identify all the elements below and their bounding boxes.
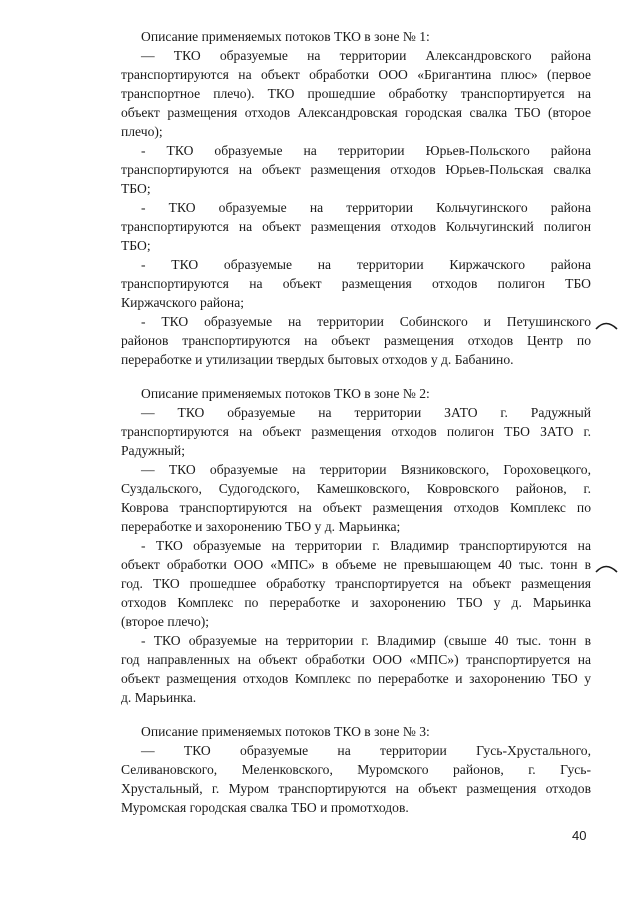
zone-3-heading: Описание применяемых потоков ТКО в зоне № 3:	[141, 724, 430, 739]
zone-1-line-9: - ТКО образуемые на территории Кольчугинского района	[141, 200, 591, 215]
zone-1-heading: Описание применяемых потоков ТКО в зоне № 1:	[141, 29, 430, 44]
zone-2-line-16: д. Марьинка.	[121, 690, 197, 705]
zone-2-line-15: объект размещения отходов Комплекс по переработке и захоронению ТБО у	[121, 671, 591, 686]
zone-2-line-2: транспортируются на объект размещения отходов полигон ТБО ЗАТО г.	[121, 424, 591, 439]
zone-2-line-14: год направленных на объект обработки ООО «МПС») транспортируется на	[121, 652, 591, 667]
zone-3-line-3: Хрустальный, г. Муром транспортируются на объект размещения отходов	[121, 781, 591, 796]
zone-3-line-4: Муромская городская свалка ТБО и промотходов.	[121, 800, 409, 815]
zone-1-line-1: — ТКО образуемые на территории Александровского района	[141, 48, 591, 63]
zone-3-line-1: — ТКО образуемые на территории Гусь-Хрустального,	[141, 743, 591, 758]
zone-1-line-12: - ТКО образуемые на территории Киржачского района	[141, 257, 591, 272]
zone-1-line-13: транспортируются на объект размещения отходов полигон ТБО	[121, 276, 591, 291]
zone-2-line-11: отходов Комплекс по переработке и захоронению ТБО у д. Марьинка	[121, 595, 591, 610]
zone-1-line-7: транспортируются на объект размещения отходов Юрьев-Польская свалка	[121, 162, 591, 177]
page-number: 40	[572, 828, 587, 843]
zone-1-line-8: ТБО;	[121, 181, 151, 196]
zone-1-line-15: - ТКО образуемые на территории Собинского и Петушинского	[141, 314, 591, 329]
zone-1-line-11: ТБО;	[121, 238, 151, 253]
zone-1-line-17: переработке и утилизации твердых бытовых отходов у д. Бабанино.	[121, 352, 514, 367]
zone-1-line-10: транспортируются на объект размещения отходов Кольчугинский полигон	[121, 219, 591, 234]
margin-arc-mark	[594, 318, 620, 332]
zone-2-line-3: Радужный;	[121, 443, 185, 458]
zone-1-line-14: Киржачского района;	[121, 295, 245, 310]
zone-2-line-5: Суздальского, Судогодского, Камешковского, Ковровского районов, г.	[121, 481, 591, 496]
zone-1-line-2: транспортируются на объект обработки ООО «Бригантина плюс» (первое	[121, 67, 591, 82]
zone-2-line-9: объект обработки ООО «МПС» в объеме не превышающем 40 тыс. тонн в	[121, 557, 591, 572]
zone-2-heading: Описание применяемых потоков ТКО в зоне № 2:	[141, 386, 430, 401]
zone-1-line-16: районов транспортируются на объект размещения отходов Центр по	[121, 333, 591, 348]
zone-2-line-13: - ТКО образуемые на территории г. Владимир (свыше 40 тыс. тонн в	[141, 633, 591, 648]
zone-3-line-2: Селивановского, Меленковского, Муромского районов, г. Гусь-	[121, 762, 591, 777]
zone-1-line-5: плечо);	[121, 124, 163, 139]
zone-2-line-7: переработке и захоронению ТБО у д. Марьинка;	[121, 519, 401, 534]
zone-1-line-3: транспортное плечо). ТКО прошедшие обработку транспортируется на	[121, 86, 591, 101]
zone-2-line-8: - ТКО образуемые на территории г. Владимир транспортируются на	[141, 538, 591, 553]
zone-2-line-12: (второе плечо);	[121, 614, 210, 629]
zone-2-line-6: Коврова транспортируются на объект размещения отходов Комплекс по	[121, 500, 591, 515]
zone-2-line-10: год. ТКО прошедшее обработку транспортируется на объект размещения	[121, 576, 591, 591]
zone-1-line-6: - ТКО образуемые на территории Юрьев-Польского района	[141, 143, 591, 158]
margin-arc-mark	[594, 561, 620, 575]
zone-2-line-4: — ТКО образуемые на территории Вязниковского, Гороховецкого,	[141, 462, 591, 477]
zone-1-line-4: объект размещения отходов Александровская городская свалка ТБО (второе	[121, 105, 591, 120]
zone-2-line-1: — ТКО образуемые на территории ЗАТО г. Радужный	[141, 405, 591, 420]
